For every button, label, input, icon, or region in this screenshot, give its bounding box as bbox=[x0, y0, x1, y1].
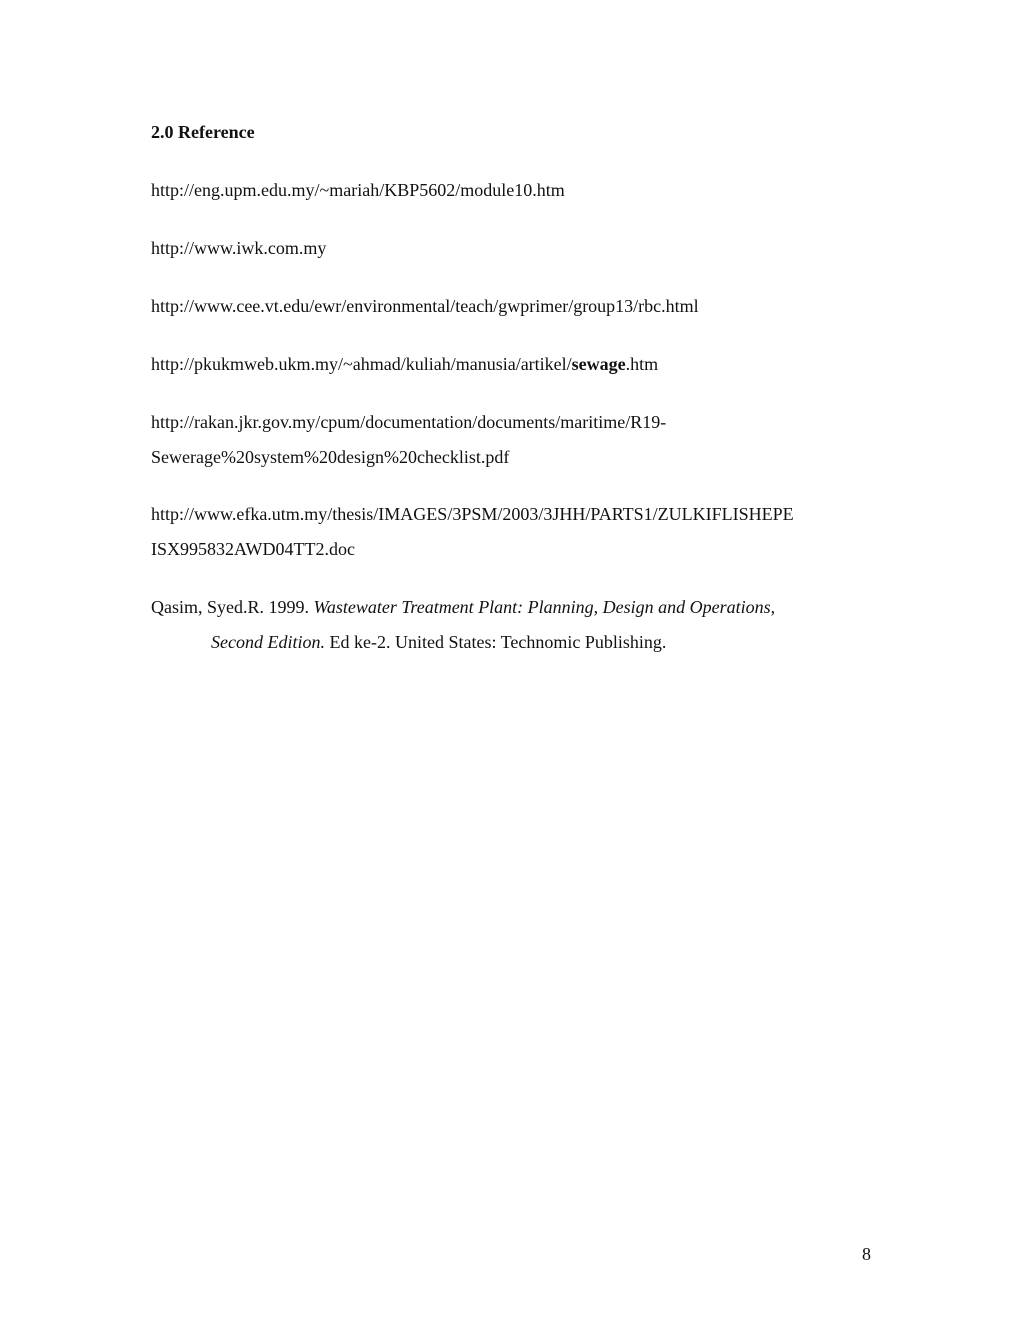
book-title-line-1: Wastewater Treatment Plant: Planning, Design and Operations, bbox=[313, 597, 776, 617]
reference-url: http://www.iwk.com.my bbox=[151, 238, 327, 258]
reference-url-line-1: http://www.efka.utm.my/thesis/IMAGES/3PSM/2003/3JHH/PARTS1/ZULKIFLISHEPE bbox=[151, 504, 794, 524]
reference-item bbox=[151, 497, 794, 567]
section-heading: 2.0 Reference bbox=[151, 122, 255, 142]
book-author-year: Qasim, Syed.R. 1999. bbox=[151, 597, 314, 617]
page-number: 8 bbox=[862, 1244, 871, 1264]
reference-item bbox=[151, 405, 666, 475]
reference-url-line-2: ISX995832AWD04TT2.doc bbox=[151, 539, 356, 559]
reference-item bbox=[151, 289, 699, 324]
reference-url-line-1: http://rakan.jkr.gov.my/cpum/documentation/documents/maritime/R19- bbox=[151, 412, 667, 432]
reference-url: http://www.cee.vt.edu/ewr/environmental/teach/gwprimer/group13/rbc.html bbox=[151, 296, 699, 316]
reference-item bbox=[151, 173, 565, 208]
reference-item bbox=[151, 347, 658, 382]
reference-url-bold: sewage bbox=[571, 354, 626, 374]
book-publication-details: Ed ke-2. United States: Technomic Publishing. bbox=[324, 632, 667, 652]
reference-url-line-2: Sewerage%20system%20design%20checklist.pdf bbox=[151, 447, 510, 467]
book-title-line-2: Second Edition. bbox=[211, 632, 325, 652]
reference-item bbox=[151, 231, 326, 266]
book-reference bbox=[151, 590, 775, 660]
reference-url-prefix: http://pkukmweb.ukm.my/~ahmad/kuliah/manusia/artikel/ bbox=[151, 354, 572, 374]
reference-url-suffix: .htm bbox=[625, 354, 659, 374]
reference-url: http://eng.upm.edu.my/~mariah/KBP5602/module10.htm bbox=[151, 180, 565, 200]
